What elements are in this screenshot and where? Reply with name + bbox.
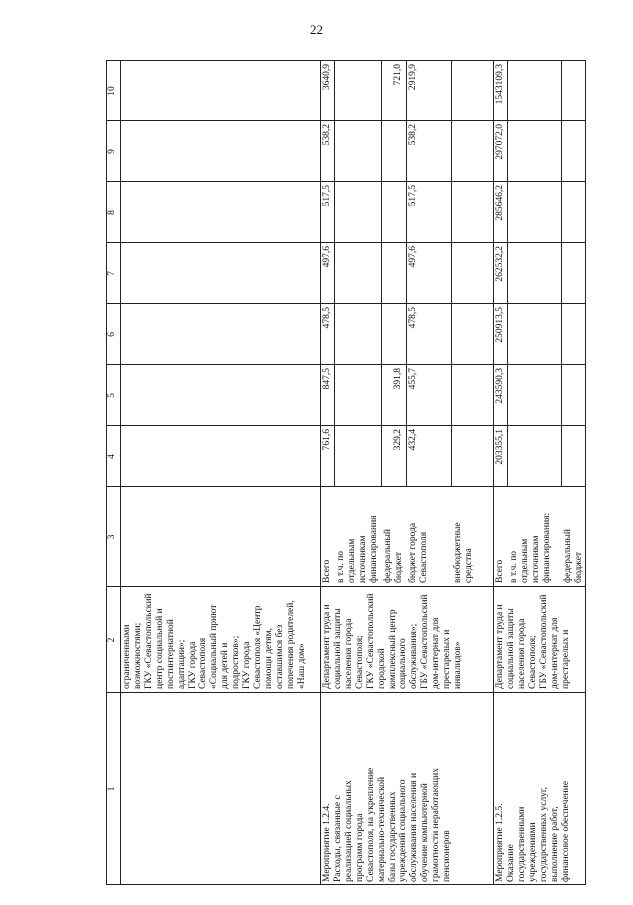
header-col-3: 3 — [107, 534, 117, 540]
value-cell: 243590,3 — [495, 368, 505, 404]
col-divider — [106, 586, 586, 587]
source-label: Всего — [495, 559, 505, 583]
header-col-6: 6 — [107, 332, 117, 337]
measure-1-2-4-executors: Департамент труда и социальной защиты населения города Севастополя; ГКУ «Севастопольский городской комплексный центр социального обслуживания»; ГБУ «Севастопольский дом-интернат для престарелых и инвалидов» — [322, 593, 464, 689]
col-divider — [106, 486, 586, 487]
value-cell: 262532,2 — [495, 246, 505, 282]
table-border-left — [106, 884, 586, 885]
header-col-2: 2 — [107, 637, 117, 643]
source-label: федеральный бюджет — [563, 529, 584, 583]
header-col-1: 1 — [107, 786, 117, 792]
col-divider — [106, 364, 586, 365]
header-row-divider — [120, 60, 121, 885]
value-cell: 721,0 — [393, 64, 403, 86]
value-cell: 391,8 — [393, 368, 403, 390]
value-cell: 297072,0 — [495, 124, 505, 160]
value-cell: 3640,9 — [322, 64, 332, 91]
value-cell: 250913,5 — [495, 307, 505, 343]
row-divider — [320, 60, 321, 885]
source-label: Всего — [322, 559, 332, 583]
value-cell: 1543109,3 — [495, 64, 505, 105]
value-cell: 203355,1 — [495, 429, 505, 465]
value-cell: 847,5 — [322, 368, 332, 390]
value-cell: 478,5 — [322, 307, 332, 329]
value-cell: 478,5 — [408, 307, 418, 329]
measure-1-2-5-title: Мероприятие 1.2.5. Оказание государственными учреждениями государственных услуг, выполнение работ, финансовое обеспечение — [495, 780, 571, 882]
value-cell: 517,5 — [322, 185, 332, 207]
subrow-divider — [507, 60, 508, 487]
subrow-divider — [451, 60, 452, 487]
header-col-5: 5 — [107, 393, 117, 398]
header-col-4: 4 — [107, 454, 117, 459]
value-cell: 432,4 — [408, 429, 418, 451]
col-divider — [106, 425, 586, 426]
header-col-8: 8 — [107, 210, 117, 215]
value-cell: 517,5 — [408, 185, 418, 207]
source-label: в т.ч. по отдельным источникам финансирования: — [509, 512, 552, 583]
header-col-10: 10 — [107, 86, 117, 96]
source-label: бюджет города Севастополя — [408, 522, 429, 583]
measure-1-2-5-executors: Департамент труда и социальной защиты населения города Севастополя; ГБУ «Севастопольский дом-интернат для престарелых и — [495, 594, 571, 689]
subrow-divider — [406, 60, 407, 487]
value-cell: 455,7 — [408, 368, 418, 390]
value-cell: 761,6 — [322, 429, 332, 451]
value-cell: 497,6 — [322, 246, 332, 268]
source-label: внебюджетные средства — [453, 522, 474, 583]
source-label: федеральный бюджет — [383, 529, 404, 583]
value-cell: 538,2 — [322, 124, 332, 146]
col-divider — [106, 120, 586, 121]
source-label: в т.ч. по отдельным источникам финансирования — [336, 515, 379, 583]
col-divider — [106, 181, 586, 182]
value-cell: 2919,9 — [408, 64, 418, 91]
subrow-divider — [561, 60, 562, 487]
page-number: 22 — [310, 22, 323, 37]
measure-1-2-4-title: Мероприятие 1.2.4. Расходы, связанные с реализацией социальных программ города Севастополя, на укрепление материально-технической базы государственных учреждений социального обслуживания населения и обучение компьютерной грамотности неработающих пенсионеров — [322, 767, 453, 882]
value-cell: 538,2 — [408, 124, 418, 146]
header-col-9: 9 — [107, 149, 117, 154]
col-divider — [106, 303, 586, 304]
subrow-divider — [381, 60, 382, 487]
value-cell: 329,2 — [393, 429, 403, 451]
continued-executors: ограниченными возможностями; ГКУ «Севастопольский центр социальной и постинтернатной адаптации»; ГКУ города Севастополя «Социальный приют для детей и подростков»; ГКУ города Севастополя «Центр помощи детям, оставшимся без попечения родителей, «Наш дом» — [122, 593, 307, 689]
table-border-right — [106, 60, 586, 61]
budget-table — [106, 60, 586, 885]
col-divider — [106, 692, 586, 693]
subrow-divider — [334, 60, 335, 487]
table-border-bottom — [585, 60, 586, 885]
value-cell: 497,6 — [408, 246, 418, 268]
col-divider — [106, 242, 586, 243]
row-divider — [493, 60, 494, 885]
value-cell: 285646,2 — [495, 185, 505, 221]
header-col-7: 7 — [107, 271, 117, 276]
